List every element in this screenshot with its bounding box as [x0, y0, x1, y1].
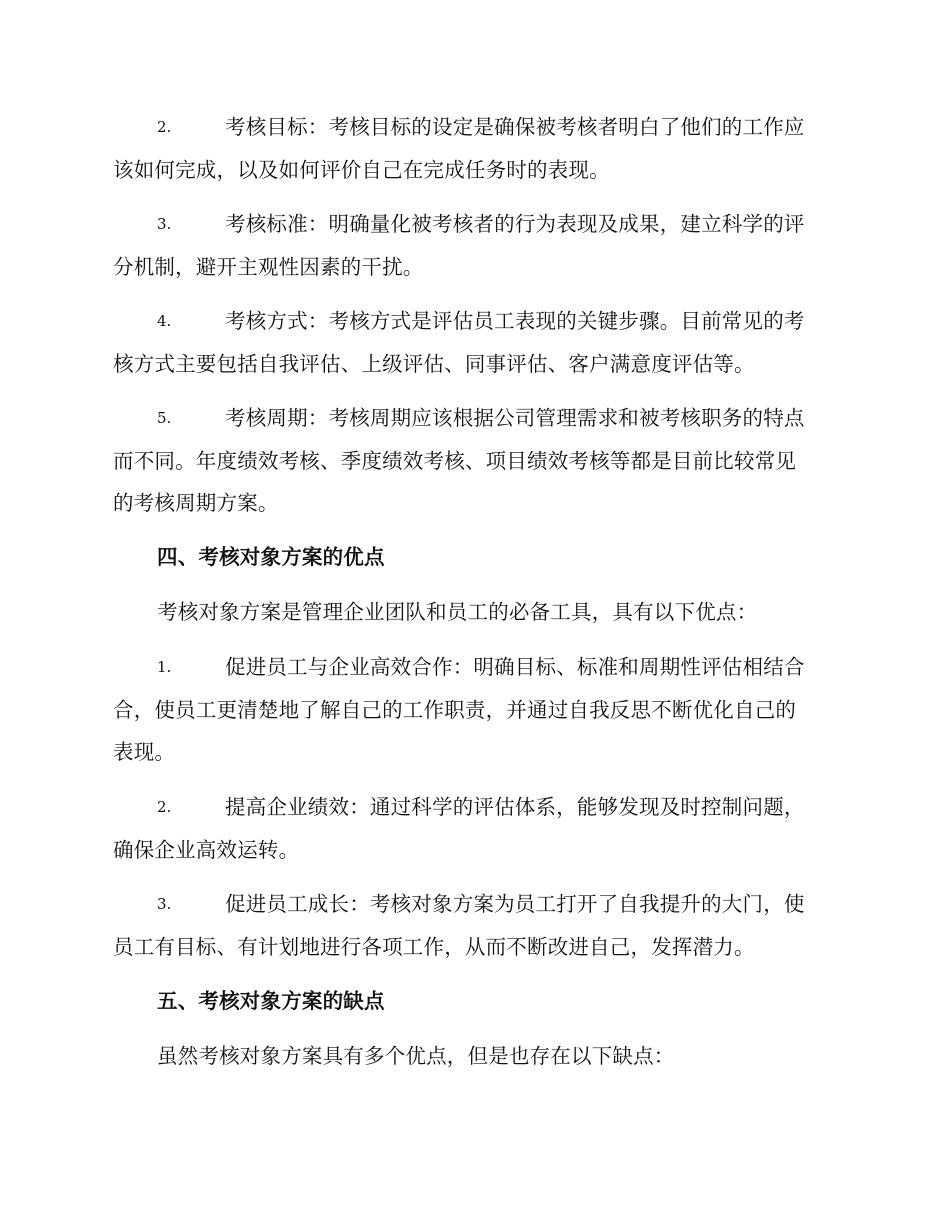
paragraph-line: 提高企业绩效：通过科学的评估体系，能够发现及时控制问题， [225, 795, 805, 819]
paragraph-line: 考核标准：明确量化被考核者的行为表现及成果，建立科学的评 [225, 212, 805, 236]
list-number: 2. [157, 118, 172, 136]
section-heading: 五、考核对象方案的缺点 [157, 989, 385, 1013]
paragraph-line: 员工有目标、有计划地进行各项工作，从而不断改进自己，发挥潜力。 [113, 935, 755, 959]
paragraph-line: 促进员工与企业高效合作：明确目标、标准和周期性评估相结合 [225, 655, 805, 679]
paragraph-line: 的考核周期方案。 [113, 491, 279, 515]
paragraph-line: 考核周期：考核周期应该根据公司管理需求和被考核职务的特点 [225, 406, 805, 430]
section-heading: 四、考核对象方案的优点 [157, 545, 385, 569]
paragraph-intro: 考核对象方案是管理企业团队和员工的必备工具，具有以下优点： [157, 600, 758, 624]
paragraph-line: 该如何完成，以及如何评价自己在完成任务时的表现。 [113, 158, 610, 182]
list-number: 3. [157, 215, 172, 233]
list-number: 5. [157, 409, 172, 427]
list-number: 1. [157, 658, 172, 676]
paragraph-line: 而不同。年度绩效考核、季度绩效考核、项目绩效考核等都是目前比较常见 [113, 449, 797, 473]
paragraph-line: 促进员工成长：考核对象方案为员工打开了自我提升的大门，使 [225, 892, 805, 916]
paragraph-line: 合，使员工更清楚地了解自己的工作职责，并通过自我反思不断优化自己的 [113, 698, 797, 722]
paragraph-intro: 虽然考核对象方案具有多个优点，但是也存在以下缺点： [157, 1044, 675, 1068]
paragraph-line: 确保企业高效运转。 [113, 838, 300, 862]
list-number: 4. [157, 312, 172, 330]
list-number: 3. [157, 895, 172, 913]
list-number: 2. [157, 798, 172, 816]
paragraph-line: 核方式主要包括自我评估、上级评估、同事评估、客户满意度评估等。 [113, 352, 755, 376]
paragraph-line: 表现。 [113, 740, 176, 764]
paragraph-line: 分机制，避开主观性因素的干扰。 [113, 255, 424, 279]
paragraph-line: 考核方式：考核方式是评估员工表现的关键步骤。目前常见的考 [225, 309, 805, 333]
paragraph-line: 考核目标：考核目标的设定是确保被考核者明白了他们的工作应 [225, 115, 805, 139]
